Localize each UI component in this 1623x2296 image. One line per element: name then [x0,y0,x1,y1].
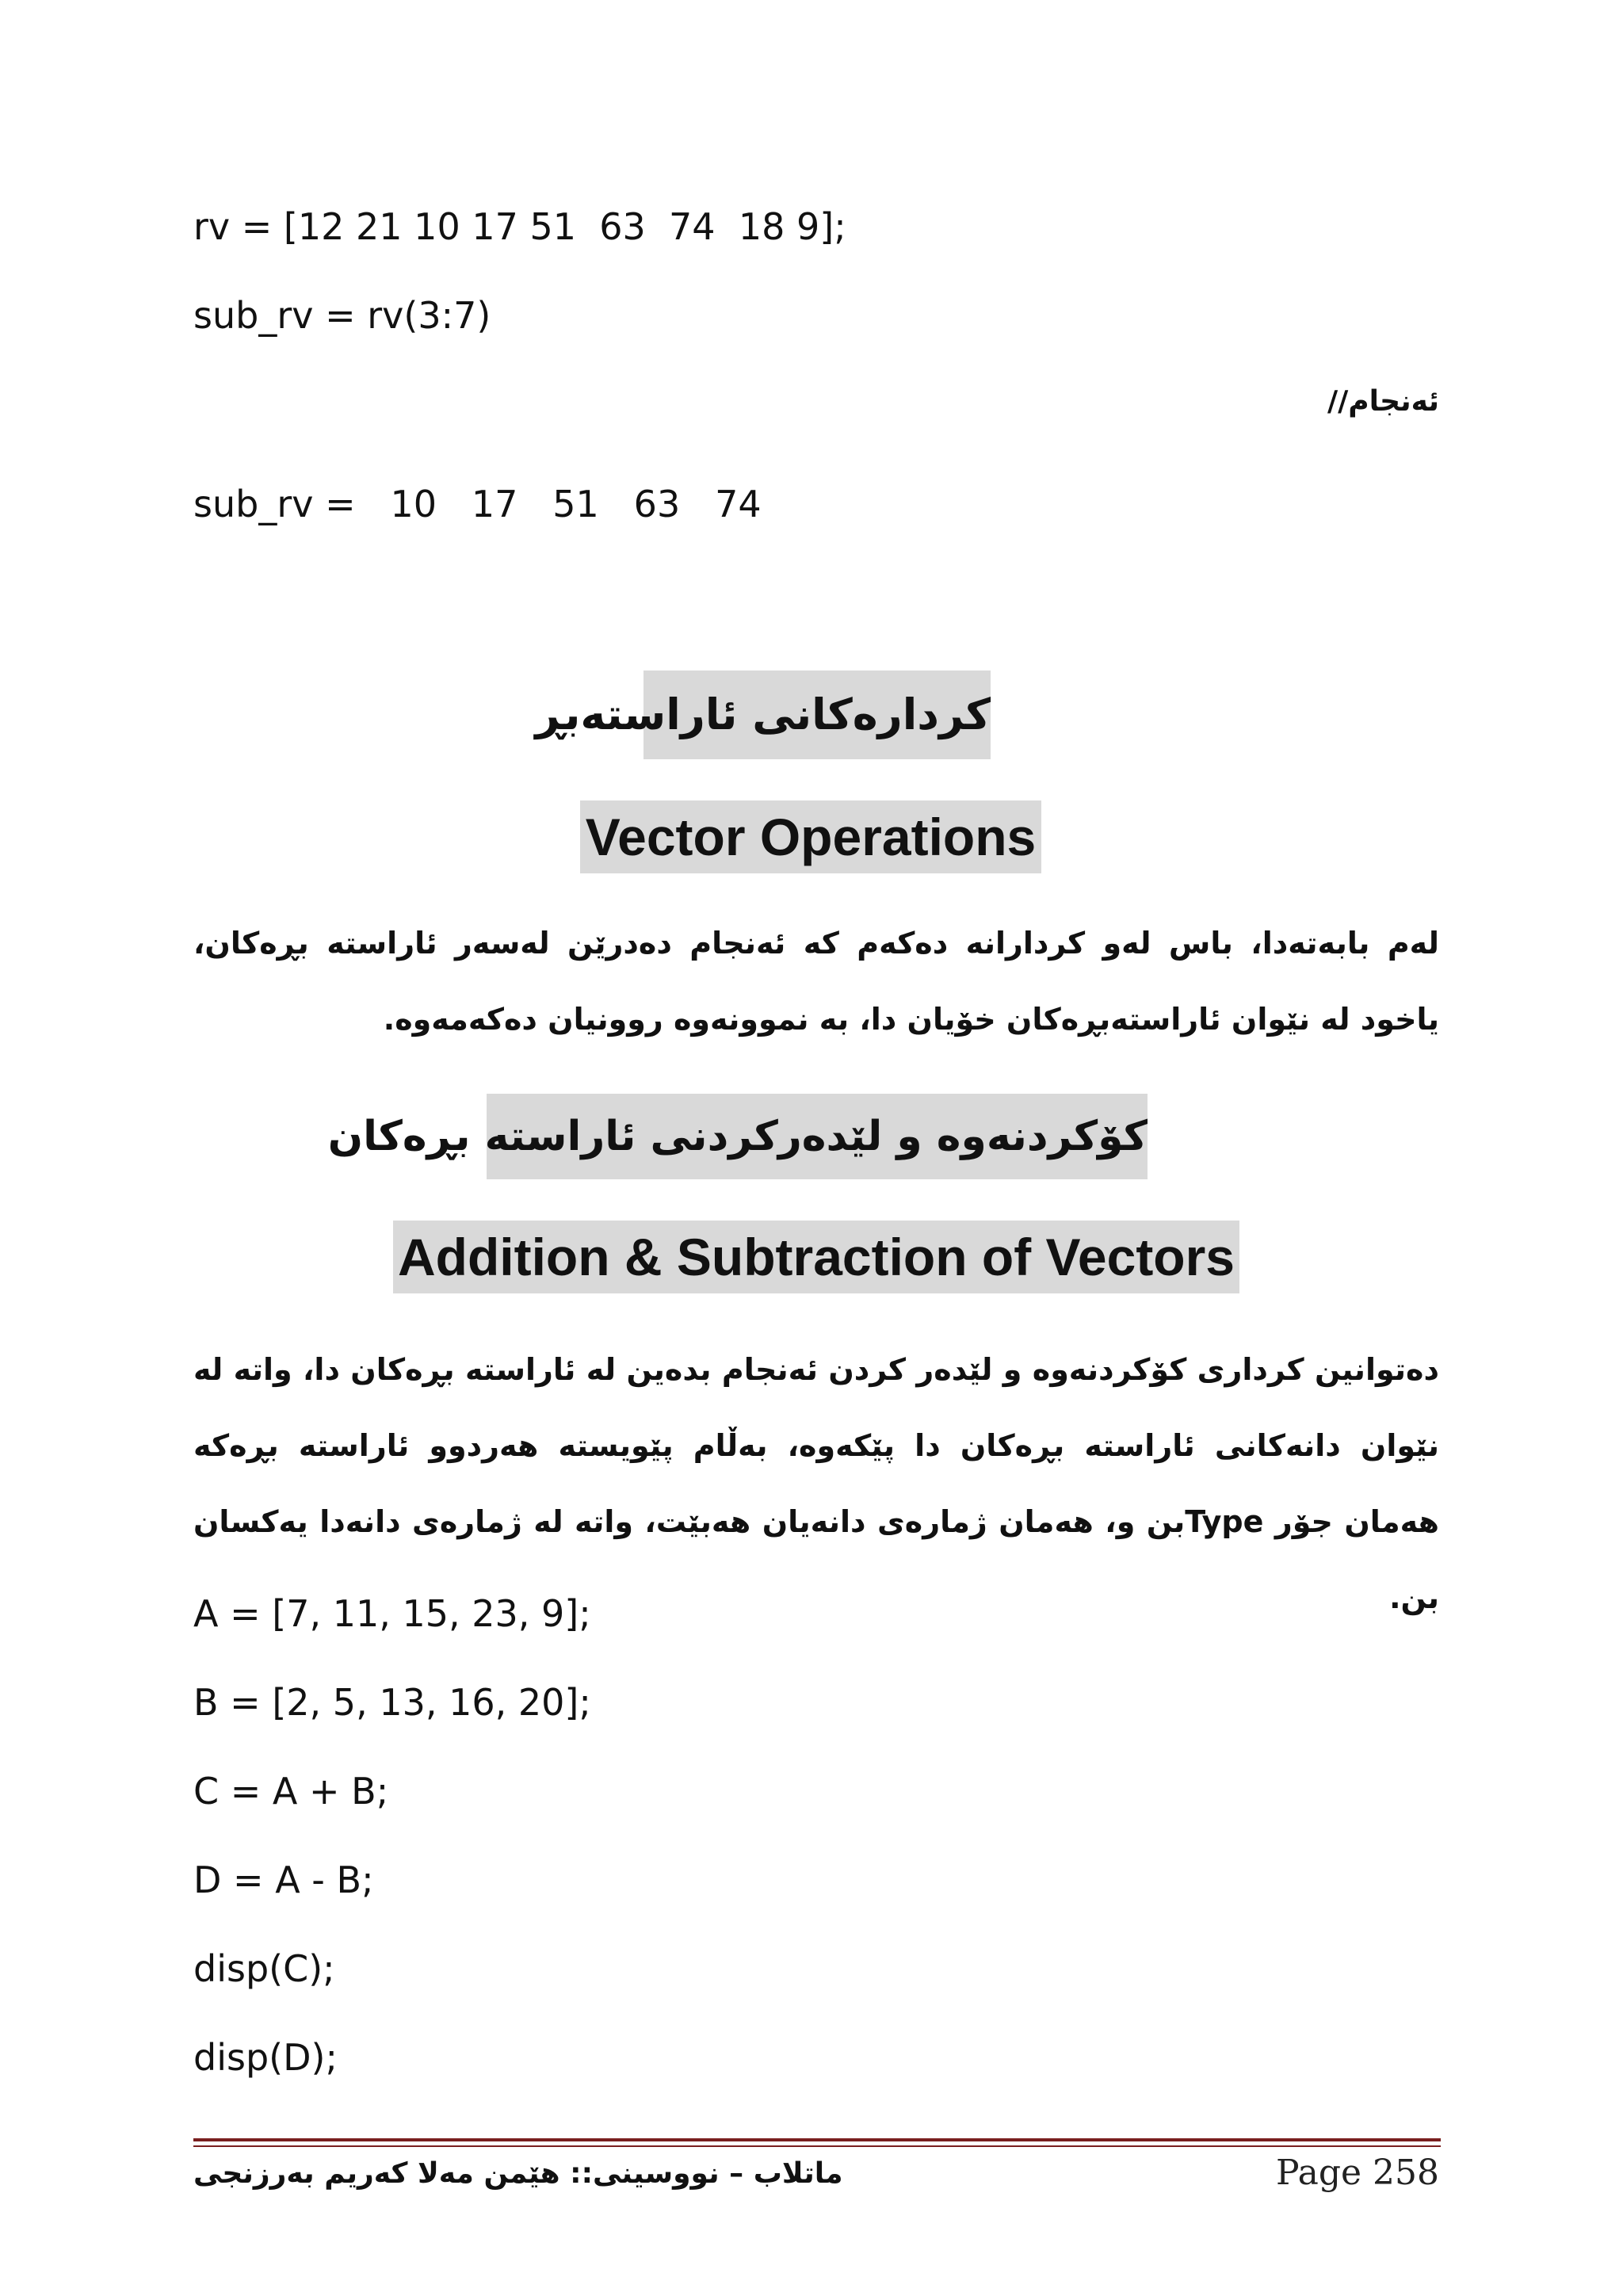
result-line: sub_rv = 10 17 51 63 74 [193,483,762,525]
code-line-c: C = A + B; [193,1770,389,1813]
code-line-a: A = [7, 11, 15, 23, 9]; [193,1592,591,1635]
paragraph-vector-operations: لەم بابەتەدا، باس لەو کردارانە دەکەم کە ئەنجام دەدرێن لەسەر ئاراستە بڕەکان، یاخود لە نێوان ئاراستەبڕەکان خۆیان دا، بە نموونەوە روونیان دەکەمەوە. [193,926,1439,1037]
page-number: Page 258 [1275,2153,1439,2193]
footer-author: ماتلاب – نووسینی:: هێمن مەلا کەریم بەرزنجی [193,2157,843,2190]
footer-rule-thick [193,2138,1441,2141]
code-line-d: D = A - B; [193,1859,374,1901]
result-label: ئەنجام// [1327,385,1439,418]
paragraph-add-sub: دەتوانین کرداری کۆکردنەوە و لێدەر کردن ئەنجام بدەین لە ئاراستە بڕەکان دا، واتە لە نێوان دانەکانی ئاراستە بڕەکان دا پێکەوە، بەڵام پێویستە هەردوو ئاراستە بڕەکە هەمان جۆر Typeبن و، هەمان ژمارەی دانەیان هەبێت، واتە لە ژمارەی دانەدا یەکسان بن. [193,1352,1439,1615]
code-line-disp-c: disp(C); [193,1947,335,1990]
heading-vector-operations: Vector Operations [580,800,1041,873]
code-line-disp-d: disp(D); [193,2036,338,2079]
heading-add-sub-kurdish: کۆکردنەوە و لێدەرکردنی ئاراستە بڕەکان [487,1094,1148,1179]
heading-add-sub: Addition & Subtraction of Vectors [393,1221,1239,1293]
code-line-b: B = [2, 5, 13, 16, 20]; [193,1681,591,1724]
footer-rule-thin [193,2145,1441,2147]
heading-vector-operations-kurdish: کردارەکانی ئاراستەبڕ [643,670,991,759]
code-line-sub-rv: sub_rv = rv(3:7) [193,294,491,337]
code-line-rv: rv = [12 21 10 17 51 63 74 18 9]; [193,205,846,248]
